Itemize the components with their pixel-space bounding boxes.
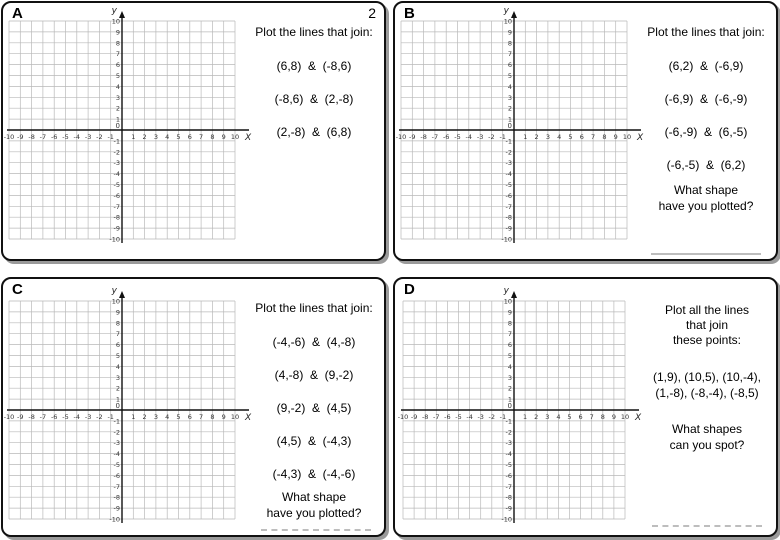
coordinate-pair: (-6,9) & (-6,-9) [664,92,748,106]
origin-label: 0 [115,122,120,130]
x-tick-label: 9 [221,413,226,421]
y-tick-label: -7 [505,482,512,491]
y-tick-label: 1 [507,395,512,404]
y-tick-label: -5 [505,181,512,189]
y-tick-label: 9 [115,28,120,37]
x-tick-label: -4 [465,133,473,141]
answer-line [261,529,371,531]
y-tick-label: -9 [113,224,120,233]
x-tick-label: -5 [62,413,69,421]
worksheet-card-a [1,1,386,261]
y-tick-label: 5 [507,352,512,360]
y-tick-label: -4 [113,170,120,179]
coordinate-pair: (6,2) & (-6,9) [668,59,744,73]
x-tick-label: 8 [600,413,605,421]
y-tick-label: 6 [115,61,120,70]
coordinate-pair: (9,-2) & (4,5) [276,401,352,415]
x-tick-label: -10 [3,413,15,421]
y-tick-label: -1 [505,417,512,426]
y-tick-label: 2 [507,384,512,393]
x-axis-label: X [245,133,252,143]
x-tick-label: 10 [230,413,240,421]
y-tick-label: -7 [113,202,120,211]
x-tick-label: 3 [545,133,550,141]
y-tick-label: -3 [113,159,120,168]
x-tick-label: 4 [556,413,561,421]
x-tick-label: 1 [131,413,136,421]
y-tick-label: -4 [505,170,512,179]
x-tick-label: -3 [84,133,92,141]
x-tick-label: 8 [210,133,215,141]
y-tick-label: -6 [505,471,512,480]
x-tick-label: 5 [567,413,572,421]
question-line: have you plotted? [658,199,754,213]
prompt: Plot the lines that join: [255,25,373,39]
y-tick-label: -5 [505,461,512,469]
x-tick-label: -9 [410,413,418,421]
origin-label: 0 [507,402,512,410]
coordinate-pair: (-4,-6) & (4,-8) [272,335,356,349]
coordinate-pair: (2,-8) & (6,8) [276,125,352,139]
y-tick-label: 2 [507,104,512,113]
x-tick-label: -3 [84,413,92,421]
x-tick-label: 2 [142,413,147,421]
y-tick-label: 10 [503,297,512,306]
x-tick-label: -8 [420,133,427,141]
x-tick-label: -9 [17,133,24,141]
y-axis-label: y [111,286,117,296]
x-tick-label: 6 [187,133,192,141]
x-axis-label: X [637,133,644,143]
x-tick-label: -7 [431,133,439,141]
y-tick-label: -2 [113,148,120,157]
y-tick-label: 2 [115,104,120,113]
points-list: (1,9), (10,5), (10,-4), [652,370,762,384]
x-tick-label: -7 [39,133,47,141]
x-tick-label: -2 [488,133,495,141]
x-tick-label: 9 [611,413,616,421]
y-tick-label: -1 [113,137,120,146]
y-tick-label: -2 [113,428,120,437]
x-tick-label: 1 [131,133,136,141]
y-tick-label: 6 [507,61,512,70]
y-axis-label: y [111,6,117,16]
y-tick-label: 3 [115,93,120,102]
x-tick-label: -3 [477,413,484,421]
y-tick-label: 4 [115,362,120,371]
x-tick-label: 4 [557,133,562,141]
x-tick-label: -3 [476,133,484,141]
x-tick-label: 10 [230,133,240,141]
y-tick-label: -2 [505,428,512,437]
coordinate-pair: (-8,6) & (2,-8) [274,92,354,106]
x-tick-label: -1 [499,133,506,141]
y-tick-label: -5 [113,461,120,469]
x-tick-label: 7 [199,133,204,141]
y-tick-label: 4 [507,82,512,91]
instructions [245,297,383,529]
x-tick-label: 5 [176,133,181,141]
x-tick-label: 3 [545,413,550,421]
y-tick-label: 10 [503,17,512,26]
x-axis-label: X [635,413,642,423]
x-tick-label: -6 [442,133,450,141]
worksheet-card-c [1,277,386,537]
x-tick-label: -10 [397,413,409,421]
page-number: 2 [368,5,376,21]
y-tick-label: 9 [507,308,512,317]
origin-label: 0 [507,122,512,130]
y-tick-label: 5 [115,72,120,80]
x-tick-label: -7 [433,413,440,421]
coordinate-pair: (6,8) & (-8,6) [276,59,352,73]
x-tick-label: 1 [523,413,528,421]
x-tick-label: -4 [73,413,81,421]
y-tick-label: -8 [113,493,120,502]
y-tick-label: -8 [505,493,512,502]
x-tick-label: -1 [107,413,114,421]
x-tick-label: 3 [153,413,158,421]
y-tick-label: -7 [505,202,512,211]
y-tick-label: -1 [505,137,512,146]
x-tick-label: 6 [579,133,584,141]
y-tick-label: 7 [507,330,512,339]
y-tick-label: 1 [507,115,512,124]
y-tick-label: 1 [115,395,120,404]
answer-line [651,253,761,255]
x-axis-label: X [245,413,252,423]
instructions [637,21,775,253]
x-tick-label: 4 [165,413,170,421]
card-letter: B [404,5,415,22]
instructions [245,21,383,253]
question-line: What shape [281,490,347,504]
y-axis-label: y [503,6,509,16]
question-line: can you spot? [669,438,745,452]
x-tick-label: -1 [499,413,507,421]
y-tick-label: 8 [507,319,512,328]
x-tick-label: -9 [409,133,416,141]
y-tick-label: -6 [113,471,120,480]
x-tick-label: 2 [534,413,539,421]
y-tick-label: 8 [507,39,512,48]
x-tick-label: -5 [454,133,461,141]
x-tick-label: 2 [534,133,539,141]
y-tick-label: 3 [115,373,120,382]
instructions [638,297,776,529]
coordinate-pair: (-6,-9) & (6,-5) [664,125,748,139]
y-tick-label: 7 [507,50,512,59]
coordinate-pair: (-6,-5) & (6,2) [666,158,746,172]
x-tick-label: -8 [28,133,35,141]
x-tick-label: 10 [622,133,632,141]
y-tick-label: -10 [501,235,512,244]
x-tick-label: -5 [62,133,69,141]
coordinate-pair: (-4,3) & (-4,-6) [272,467,356,481]
y-tick-label: 8 [115,39,120,48]
x-tick-label: 7 [591,133,596,141]
x-tick-label: 1 [523,133,528,141]
prompt-line: that join [685,318,729,332]
y-tick-label: 8 [115,319,120,328]
question-line: What shapes [671,422,743,436]
x-tick-label: -6 [50,413,58,421]
prompt: Plot the lines that join: [647,25,765,39]
coordinate-pair: (4,5) & (-4,3) [276,434,352,448]
x-tick-label: 8 [602,133,607,141]
question-line: have you plotted? [266,506,362,520]
y-tick-label: 5 [115,352,120,360]
y-tick-label: -4 [113,450,120,459]
x-tick-label: 7 [199,413,204,421]
y-tick-label: 5 [507,72,512,80]
y-tick-label: 4 [115,82,120,91]
y-tick-label: 9 [507,28,512,37]
prompt-line: these points: [672,333,742,347]
x-tick-label: 6 [578,413,583,421]
points-list: (1,-8), (-8,-4), (-8,5) [655,386,759,400]
coordinate-pair: (4,-8) & (9,-2) [274,368,354,382]
question-line: What shape [673,183,739,197]
x-tick-label: 7 [589,413,594,421]
x-tick-label: 9 [221,133,226,141]
x-tick-label: -1 [107,133,114,141]
y-tick-label: 6 [115,341,120,350]
y-tick-label: 7 [115,50,120,59]
x-tick-label: -10 [3,133,15,141]
y-tick-label: -7 [113,482,120,491]
x-tick-label: -2 [488,413,496,421]
y-tick-label: 1 [115,115,120,124]
x-tick-label: -8 [28,413,35,421]
prompt: Plot the lines that join: [255,301,373,315]
y-tick-label: -2 [505,148,512,157]
y-tick-label: -5 [113,181,120,189]
y-tick-label: -6 [113,191,120,200]
x-tick-label: 5 [176,413,181,421]
x-tick-label: -8 [421,413,429,421]
y-tick-label: -1 [113,417,120,426]
x-tick-label: -2 [96,413,103,421]
x-tick-label: 9 [613,133,618,141]
y-tick-label: 9 [115,308,120,317]
x-tick-label: -9 [17,413,24,421]
y-tick-label: -8 [113,213,120,222]
x-tick-label: 5 [568,133,573,141]
x-tick-label: 3 [153,133,158,141]
y-tick-label: -10 [109,515,120,524]
x-tick-label: 8 [210,413,215,421]
x-tick-label: -10 [395,133,407,141]
answer-line [652,525,762,527]
y-tick-label: -9 [505,504,512,513]
x-tick-label: 2 [142,133,147,141]
y-tick-label: 4 [507,362,512,371]
y-tick-label: -6 [505,191,512,200]
card-letter: D [404,281,415,298]
y-tick-label: 3 [507,93,512,102]
y-tick-label: -8 [505,213,512,222]
y-tick-label: -10 [501,515,512,524]
y-tick-label: 3 [507,373,512,382]
y-tick-label: -3 [505,159,512,168]
y-tick-label: 10 [111,17,120,26]
y-tick-label: -9 [113,504,120,513]
x-tick-label: -2 [96,133,103,141]
y-tick-label: 6 [507,341,512,350]
y-axis-label: y [503,286,509,296]
y-tick-label: 7 [115,330,120,339]
prompt-line: Plot all the lines [664,303,750,317]
y-tick-label: 2 [115,384,120,393]
origin-label: 0 [115,402,120,410]
x-tick-label: -6 [50,133,58,141]
x-tick-label: 6 [187,413,192,421]
x-tick-label: -4 [466,413,473,421]
x-tick-label: 10 [620,413,630,421]
worksheet-card-b [393,1,778,261]
y-tick-label: -10 [109,235,120,244]
x-tick-label: -5 [455,413,462,421]
y-tick-label: -9 [505,224,512,233]
y-tick-label: 10 [111,297,120,306]
worksheet-card-d [393,277,778,537]
card-letter: C [12,281,23,298]
x-tick-label: -4 [73,133,81,141]
x-tick-label: 4 [165,133,170,141]
x-tick-label: -7 [39,413,47,421]
y-tick-label: -3 [113,439,120,448]
y-tick-label: -3 [505,439,512,448]
y-tick-label: -4 [505,450,512,459]
x-tick-label: -6 [444,413,451,421]
card-letter: A [12,5,23,22]
